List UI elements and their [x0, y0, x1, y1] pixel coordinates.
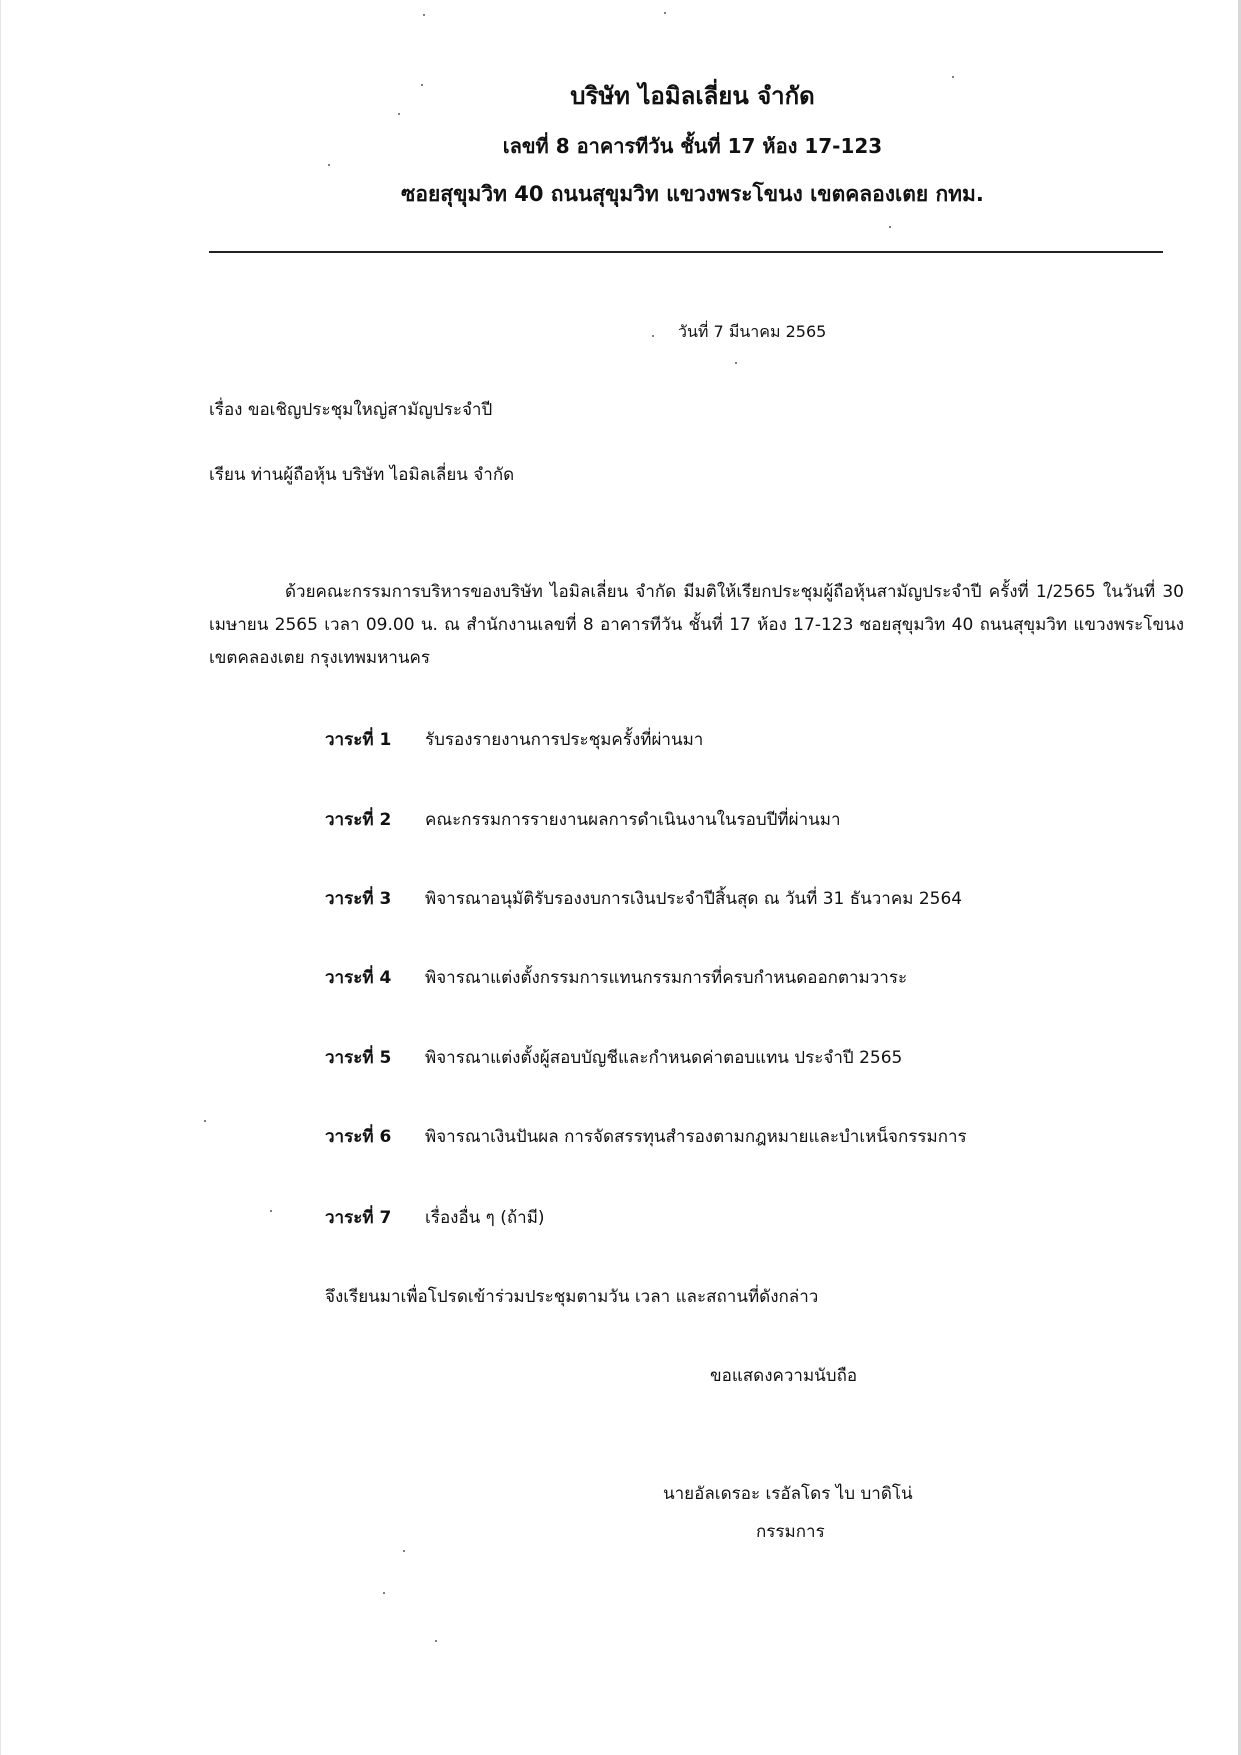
body-paragraph: [209, 576, 1184, 675]
agenda-text: พิจารณาเงินปันผล การจัดสรรทุนสำรองตามกฎหมายและบำเหน็จกรรมการ: [425, 1127, 967, 1147]
agenda-label: วาระที่ 5: [325, 1048, 392, 1068]
agenda-item: [325, 726, 703, 753]
closing-sentence: จึงเรียนมาเพื่อโปรดเข้าร่วมประชุมตามวัน เวลา และสถานที่ดังกล่าว: [325, 1287, 819, 1307]
agenda-text: คณะกรรมการรายงานผลการดำเนินงานในรอบปีที่ผ่านมา: [425, 810, 841, 830]
scan-speck: [204, 1120, 206, 1122]
agenda-label: วาระที่ 7: [325, 1208, 392, 1228]
page-left-edge: [0, 0, 1, 1755]
letter-recipient: เรียน ท่านผู้ถือหุ้น บริษัท ไอมิลเลี่ยน จำกัด: [209, 465, 515, 485]
address-line-2: ซอยสุขุมวิท 40 ถนนสุขุมวิท แขวงพระโขนง เขตคลองเตย กทม.: [401, 182, 984, 206]
agenda-label: วาระที่ 3: [325, 889, 392, 909]
agenda-label: วาระที่ 1: [325, 730, 392, 750]
letter-subject: เรื่อง ขอเชิญประชุมใหญ่สามัญประจำปี: [209, 400, 493, 420]
agenda-item: [325, 1204, 545, 1231]
agenda-item: [325, 964, 907, 991]
agenda-text: พิจารณาแต่งตั้งกรรมการแทนกรรมการที่ครบกำหนดออกตามวาระ: [425, 968, 908, 988]
scan-speck: [952, 76, 954, 78]
agenda-text: รับรองรายงานการประชุมครั้งที่ผ่านมา: [425, 730, 704, 750]
agenda-item: [325, 885, 962, 912]
scan-speck: [270, 1210, 272, 1212]
agenda-text: เรื่องอื่น ๆ (ถ้ามี): [425, 1208, 545, 1228]
regards: ขอแสดงความนับถือ: [710, 1366, 858, 1386]
agenda-text: พิจารณาแต่งตั้งผู้สอบบัญชีและกำหนดค่าตอบแทน ประจำปี 2565: [425, 1048, 903, 1068]
scan-speck: [435, 1640, 437, 1642]
scan-speck: [652, 335, 654, 337]
scan-speck: [889, 226, 891, 228]
scan-speck: [403, 1550, 405, 1552]
header-divider: [209, 251, 1163, 253]
agenda-text: พิจารณาอนุมัติรับรองงบการเงินประจำปีสิ้นสุด ณ วันที่ 31 ธันวาคม 2564: [425, 889, 963, 909]
scan-speck: [383, 1592, 385, 1594]
scan-speck: [423, 14, 425, 16]
agenda-item: [325, 1044, 902, 1071]
letter-date: วันที่ 7 มีนาคม 2565: [678, 322, 827, 341]
scan-speck: [398, 113, 400, 115]
scan-speck: [328, 164, 330, 166]
company-name: บริษัท ไอมิลเลี่ยน จำกัด: [570, 82, 815, 110]
agenda-label: วาระที่ 4: [325, 968, 392, 988]
agenda-item: [325, 806, 841, 833]
agenda-label: วาระที่ 6: [325, 1127, 392, 1147]
address-line-1: เลขที่ 8 อาคารทีวัน ชั้นที่ 17 ห้อง 17-123: [502, 134, 883, 158]
scan-speck: [735, 362, 737, 364]
body-text: ด้วยคณะกรรมการบริหารของบริษัท ไอมิลเลี่ยน จำกัด มีมติให้เรียกประชุมผู้ถือหุ้นสามัญประจำปี ครั้งที่ 1/2565 ในวันที่ 30 เมษายน 2565 เวลา 09.00 น. ณ สำนักงานเลขที่ 8 อาคารทีวัน ชั้นที่ 17 ห้อง 17-123 ซอยสุขุมวิท 40 ถนนสุขุมวิท แขวงพระโขนง เขตคลองเตย กรุงเทพมหานคร: [209, 582, 1184, 668]
signer-name: นายอัลเดรอะ เรอัลโดร ไบ บาดิโน่: [663, 1484, 913, 1504]
scan-speck: [421, 84, 423, 86]
agenda-item: [325, 1123, 967, 1150]
signer-title: กรรมการ: [756, 1522, 825, 1542]
agenda-label: วาระที่ 2: [325, 810, 392, 830]
scan-speck: [664, 12, 666, 14]
